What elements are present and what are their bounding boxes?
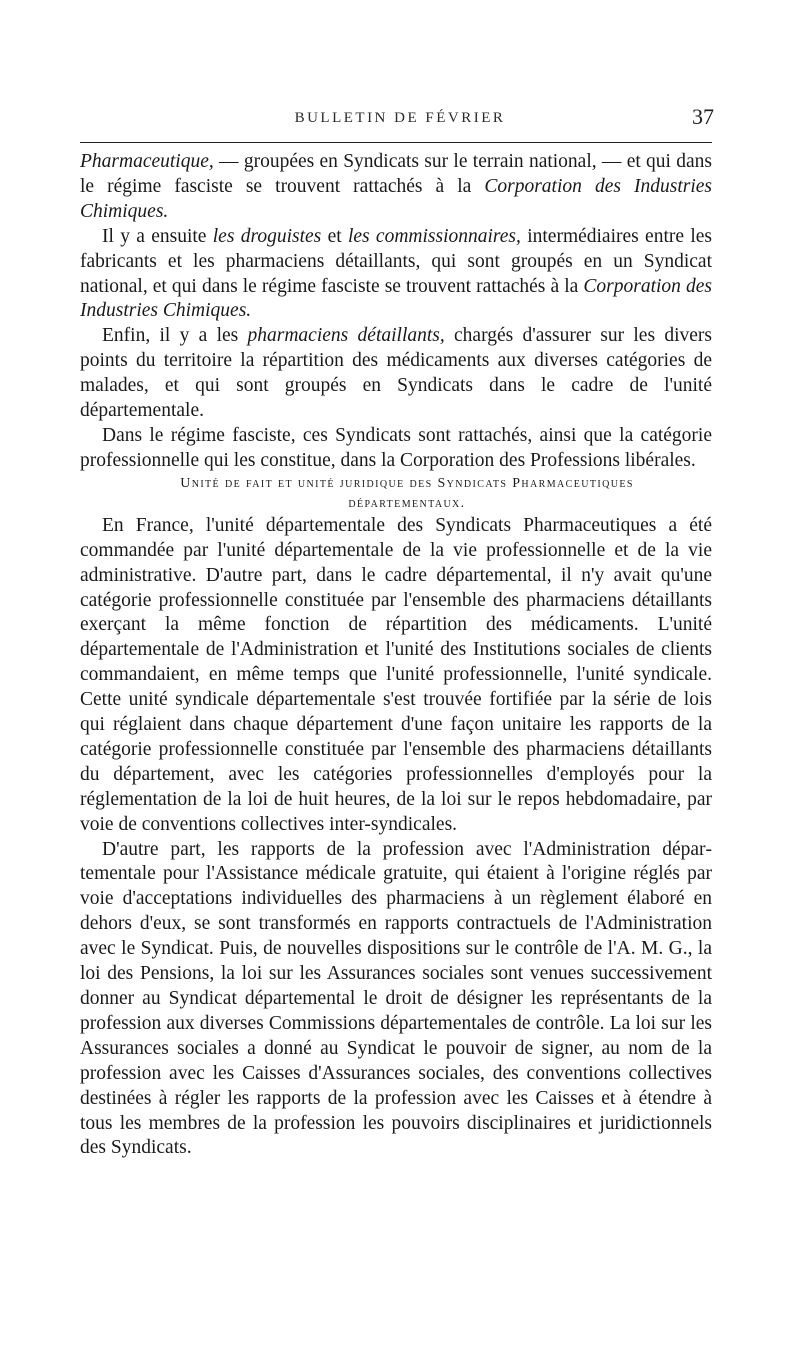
text-segment: intermédiaires entre les fabricants et les pharmaciens détaillants, qui sont groupés en un Syndicat national, et qui dans le régime fasciste se trouvent rattachés à la: [80, 225, 712, 297]
text-segment: Enfin, il y a les: [102, 325, 248, 347]
text-segment: Il y a ensuite: [102, 225, 213, 247]
paragraph: [80, 324, 712, 424]
paragraph: [80, 150, 712, 225]
section-heading: [80, 474, 712, 514]
text-segment: les commissionnaires,: [347, 225, 521, 247]
paragraph: [80, 424, 712, 474]
text-segment: Dans le régime fasciste, ces Syndicats sont rattachés, ainsi que la catégorie professionnelle qui les constitue, dans la Corporation des Professions libérales.: [80, 424, 712, 471]
text-segment: Pharmaceutique,: [80, 151, 214, 172]
text-segment: pharmaciens détaillants,: [247, 325, 445, 347]
text-segment: En France, l'unité départementale des Syndicats Pharmaceutiques a été commandée par l'unité départementale de la vie professionnelle et de la vie administrative. D'autre part, dans le cadre départemental, il n'y avait qu'une catégorie professionnelle constituée par l'ensemble des pharmaciens détaillants exerçant la même fonction de répartition des médicaments. L'unité départementale de l'Administration et l'unité des Institutions sociales de clients commandaient, en même temps que l'unité professionnelle, l'unité syndicale. Cette unité syndicale départementale s'est trouvée fortifiée par la série de lois qui réglaient dans chaque département d'une façon unitaire les rapports de la catégorie professionnelle constituée par l'ensemble des pharmaciens détaillants du département, avec les catégories professionnelles d'employés pour la réglementation de la loi de huit heures, de la loi sur le repos hebdomadaire, par voie de conventions collectives inter-syndicales.: [80, 514, 712, 835]
text-segment: les droguistes: [212, 225, 322, 247]
page-number: 37: [692, 104, 714, 129]
section-heading-line: départementaux.: [348, 495, 466, 511]
text-segment: et: [321, 225, 348, 247]
text-segment: chargés d'assurer sur les divers points du territoire la répartition des médicaments aux diverses catégories de malades, et qui sont groupés en Syndicats dans le cadre de l'unité départementale.: [80, 325, 712, 422]
text-segment: — groupées en Syndicats sur le terrain national, — et qui dans le régime fasciste se trouvent rattachés à la: [80, 151, 712, 197]
header-rule: [80, 142, 712, 143]
text-segment: Corporation des Industries Chimiques.: [80, 175, 712, 222]
paragraph: [80, 225, 712, 325]
text-segment: D'autre part, les rapports de la profession avec l'Administration départementale pour l'Assistance médicale gratuite, qui étaient à l'origine réglés par voie d'acceptations individuelles des pharmaciens à un règlement élaboré en dehors d'eux, se sont transformés en rapports contractuels de l'Administration avec le Syndicat. Puis, de nouvelles dispositions sur le contrôle de l'A. M. G., la loi des Pensions, la loi sur les Assurances sociales sont venues successivement donner au Syndicat départemental le droit de désigner les représentants de la profession aux diverses Commissions départementales de contrôle. La loi sur les Assurances sociales a donné au Syndicat le pouvoir de signer, au nom de la profession avec les Caisses d'Assurances sociales, des conventions collectives destinées à régler les rapports de la profession avec les Caisses et à étendre à tous les membres de la profession les pouvoirs disciplinaires et juridictionnels des Syndicats.: [80, 838, 712, 1159]
paragraph: [80, 838, 712, 1162]
paragraph: [80, 514, 712, 838]
section-heading-line: Unité de fait et unité juridique des Syndicats Pharmaceutiques: [180, 475, 634, 491]
running-title: BULLETIN DE FÉVRIER: [294, 110, 506, 126]
body-text: [80, 150, 712, 1161]
running-head: [80, 104, 720, 132]
text-segment: Corporation des Industries Chimiques.: [80, 275, 712, 322]
book-page: [80, 0, 720, 1370]
